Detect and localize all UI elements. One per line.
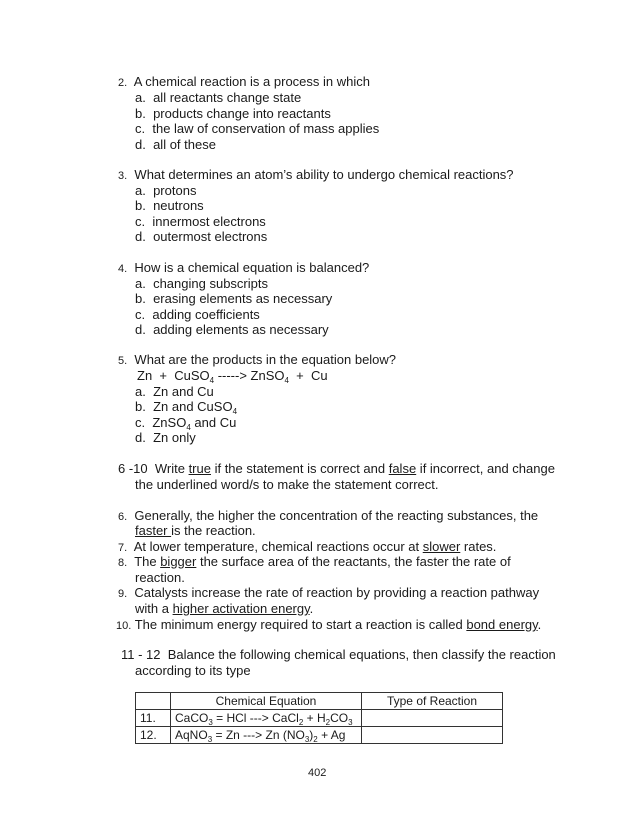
- table-row: [136, 710, 503, 727]
- equation-table: [135, 692, 503, 744]
- q9-number: 9.: [118, 588, 128, 600]
- q8-text-line2: reaction.: [135, 570, 185, 585]
- q5-number: 5.: [118, 355, 128, 367]
- q2-option-c: c. the law of conservation of mass applies: [135, 121, 380, 136]
- q6-number: 6.: [118, 511, 128, 523]
- table-header-type: Type of Reaction: [362, 693, 503, 710]
- q2-option-d: d. all of these: [135, 137, 216, 152]
- q4-number: 4.: [118, 263, 128, 275]
- q5-equation: Zn + CuSO$_4$ -----> ZnSO$_4$ + Cu: [137, 368, 328, 385]
- q8-number: 8.: [118, 557, 128, 569]
- q7-number: 7.: [118, 542, 128, 554]
- table-row: [136, 727, 503, 744]
- q4-stem: 4. How is a chemical equation is balanced?: [118, 260, 370, 275]
- q5-option-b: b. Zn and CuSO$_4$: [135, 399, 238, 416]
- q5-stem: 5. What are the products in the equation below?: [118, 352, 397, 367]
- q7-text: 7. At lower temperature, chemical reactions occur at slower rates.: [118, 539, 497, 554]
- q5-option-c: c. ZnSO$_4$ and Cu: [135, 415, 237, 432]
- q2-option-b: b. products change into reactants: [135, 106, 331, 121]
- q10-number: 10.: [116, 620, 132, 632]
- row-12-number: 12.: [136, 727, 171, 744]
- table-header-equation: Chemical Equation: [171, 693, 362, 710]
- tf-instructions-line2: the underlined word/s to make the statement correct.: [135, 477, 439, 492]
- q3-stem: 3. What determines an atom’s ability to undergo chemical reactions?: [118, 167, 514, 182]
- row-11-equation: CaCO$_3$ = HCl ---> CaCl$_2$ + $H_2CO_3$: [171, 710, 362, 727]
- q4-option-a: a. changing subscripts: [135, 276, 268, 291]
- q3-option-d: d. outermost electrons: [135, 229, 268, 244]
- q4-option-d: d. adding elements as necessary: [135, 322, 329, 337]
- page-number: 402: [308, 767, 327, 779]
- q4-option-c: c. adding coefficients: [135, 307, 260, 322]
- q8-text: 8. The bigger the surface area of the reactants, the faster the rate of: [118, 554, 511, 569]
- row-11-number: 11.: [136, 710, 171, 727]
- q2-number: 2.: [118, 77, 128, 89]
- q3-number: 3.: [118, 170, 128, 182]
- row-12-type-blank: [362, 727, 503, 744]
- q3-option-c: c. innermost electrons: [135, 214, 266, 229]
- q3-option-a: a. protons: [135, 183, 197, 198]
- q2-stem: 2. A chemical reaction is a process in which: [118, 74, 370, 89]
- balance-instructions-line2: according to its type: [135, 663, 251, 678]
- q4-option-b: b. erasing elements as necessary: [135, 291, 333, 306]
- q10-text: 10. The minimum energy required to start a reaction is called bond energy.: [116, 617, 542, 632]
- table-header-blank: [136, 693, 171, 710]
- q6-text: 6. Generally, the higher the concentration of the reacting substances, the: [118, 508, 539, 523]
- q5-option-d: d. Zn only: [135, 430, 196, 445]
- q3-option-b: b. neutrons: [135, 198, 204, 213]
- q6-text-line2: faster is the reaction.: [135, 523, 256, 538]
- q9-text: 9. Catalysts increase the rate of reaction by providing a reaction pathway: [118, 585, 540, 600]
- tf-instructions: 6 -10 Write true if the statement is correct and false if incorrect, and change: [118, 461, 555, 476]
- q2-option-a: a. all reactants change state: [135, 90, 302, 105]
- q9-text-line2: with a higher activation energy.: [135, 601, 314, 616]
- balance-instructions: 11 - 12 Balance the following chemical equations, then classify the reaction: [121, 647, 556, 662]
- q5-option-a: a. Zn and Cu: [135, 384, 214, 399]
- table-header-row: [136, 693, 503, 710]
- row-12-equation: AqNO$_3$ = Zn ---> Zn $(NO_3)_2 + Ag$: [171, 727, 362, 744]
- row-11-type-blank: [362, 710, 503, 727]
